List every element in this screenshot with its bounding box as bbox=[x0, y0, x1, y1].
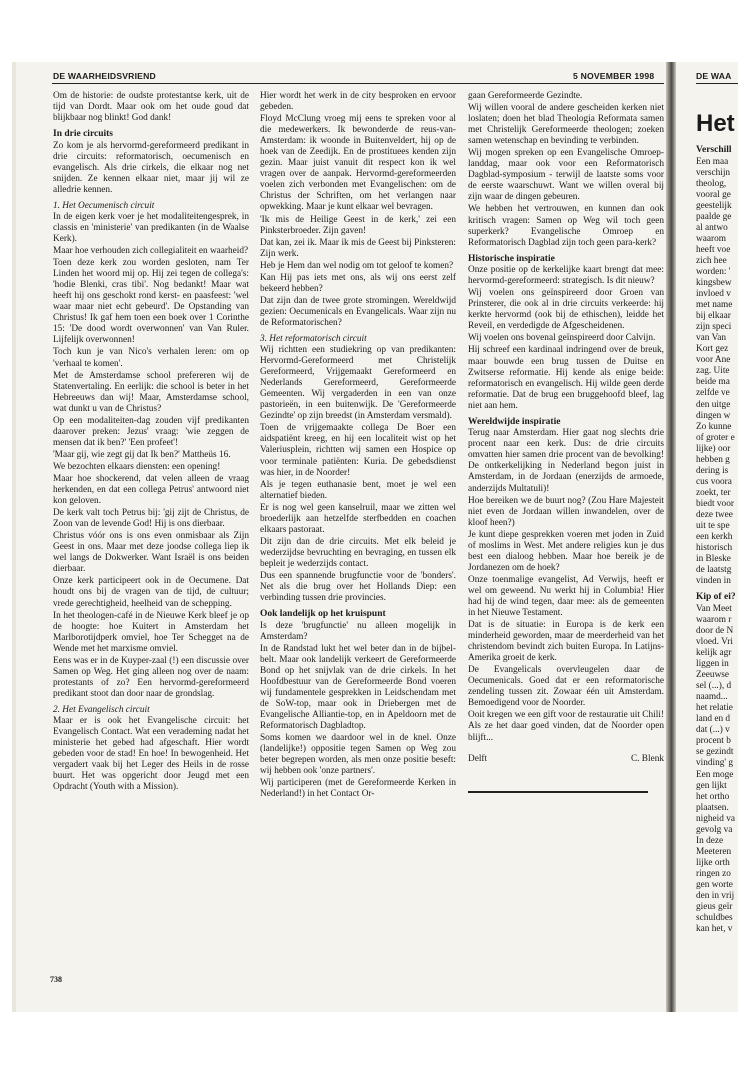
subsection-heading: 3. Het reformatorisch circuit bbox=[260, 333, 367, 344]
text-line: invloed v bbox=[696, 289, 731, 300]
text-line: Kort gez bbox=[696, 344, 729, 355]
facing-header-rule bbox=[696, 83, 738, 84]
paragraph: We bezochten elkaars diensten: een opening! bbox=[53, 461, 221, 472]
paragraph: Dit zijn dan de drie circuits. Met elk beleid je wederzijdse bevruchting en bevraging, en tussen elk bepleit je wederzijds contact. bbox=[260, 536, 456, 569]
text-line: dingen w bbox=[696, 410, 731, 421]
text-line: hebben g bbox=[696, 454, 730, 465]
facing-running-head: DE WAA bbox=[696, 71, 732, 81]
text-line: paalde ge bbox=[696, 211, 732, 222]
text-line: nigheid va bbox=[696, 813, 735, 824]
paragraph: Onze kerk participeert ook in de Oecumene. Dat houdt ons bij de vragen van de tijd, de cultuur; vrede gerechtigheid, heelheid van de schepping. bbox=[53, 576, 249, 609]
text-line: procent b bbox=[696, 736, 731, 747]
paragraph: In de eigen kerk voer je het modaliteitengesprek, in classis en 'ministerie' van predikanten (in de Waalse Kerk). bbox=[53, 211, 249, 245]
section-heading: Wereldwijde inspiratie bbox=[468, 416, 561, 427]
text-line: een kerkh bbox=[696, 532, 733, 543]
paragraph: 'Ik mis de Heilige Geest in de kerk,' zei een Pinksterbroeder. Zijn gaven! bbox=[260, 214, 456, 236]
paragraph: Wij willen vooral de andere gescheiden kerken niet loslaten; doen het blad Theologia Reformata samen met Christelijk Gereformeerde theologen; zoeken samen wetenschap en bevinding te verbinden. bbox=[468, 103, 664, 147]
section-heading: Kip of ei? bbox=[696, 592, 736, 603]
text-line: het ortho bbox=[696, 791, 730, 802]
text-line: kingsbew bbox=[696, 278, 732, 289]
text-line: uit te spe bbox=[696, 521, 730, 532]
running-head-publication: DE WAARHEIDSVRIEND bbox=[53, 71, 156, 81]
text-line: theolog, bbox=[696, 178, 727, 189]
facing-text-block bbox=[696, 604, 738, 935]
paragraph: 'Maar gij, wie zegt gij dat Ik ben?' Mattheüs 16. bbox=[53, 449, 231, 460]
paragraph: Er is nog wel geen kanselruil, maar we zitten wel broederlijk aan hetzelfde sterfbedden en coachen elkaars pastoraat. bbox=[260, 502, 456, 535]
text-line: cus voora bbox=[696, 476, 732, 487]
text-line: Meeteren bbox=[696, 846, 732, 857]
text-line: al antwo bbox=[696, 222, 728, 233]
paragraph: Hier wordt het werk in de city besproken en ervoor gebeden. bbox=[260, 91, 456, 113]
page-number: 738 bbox=[50, 975, 62, 984]
facing-article-title: Het bbox=[696, 110, 735, 137]
text-line: Zo kunne bbox=[696, 421, 732, 432]
facing-text-block bbox=[696, 157, 738, 588]
text-line: In deze bbox=[696, 835, 724, 846]
text-line: gieus geïr bbox=[696, 902, 733, 913]
column-2 bbox=[260, 91, 456, 801]
text-line: vloed. Vri bbox=[696, 636, 733, 647]
paragraph: De Evangelicals overvleugelen daar de Oecumenicals. Goed dat er een reformatorische zendeling tussen zit. Zowaar één uit Amsterdam. Bemoedigend voor de Noorder. bbox=[468, 665, 664, 709]
paragraph: Christus vóór ons is ons even onmisbaar als Zijn Geest in ons. Maar met deze joodse collega liep ik wel langs de Dokwerker. Want Israël is ons beiden dierbaar. bbox=[53, 531, 249, 575]
text-line: land en d bbox=[696, 714, 731, 725]
column-1 bbox=[53, 91, 249, 794]
paragraph: Wij voelen ons bovenal geïnspireerd door Calvijn. bbox=[468, 333, 656, 344]
binding-gutter bbox=[666, 62, 676, 1012]
text-line: gen worte bbox=[696, 880, 733, 890]
subsection-heading: 2. Het Evangelisch circuit bbox=[53, 704, 150, 715]
paragraph: Ooit kregen we een gift voor de restauratie uit Chili! Als ze het daar goed vinden, dat de Noorder open blijft... bbox=[468, 710, 664, 743]
text-line: bij elkaar bbox=[696, 311, 731, 322]
text-line: vooral ge bbox=[696, 189, 731, 200]
text-line: deze twee bbox=[696, 510, 733, 520]
paragraph: Als je tegen euthanasie bent, moet je wel een alternatief bieden. bbox=[260, 479, 456, 501]
end-rule bbox=[468, 791, 648, 793]
text-line: se gezindt bbox=[696, 747, 734, 758]
text-line: dat (...) v bbox=[696, 725, 730, 736]
text-line: of groter e bbox=[696, 432, 735, 443]
paragraph: Dat is de situatie: in Europa is de kerk een minderheid geworden, maar de meerderheid van het christendom bevindt zich buiten Europa. In Latijns-Amerika groeit de kerk. bbox=[468, 620, 664, 664]
text-line: door de N bbox=[696, 625, 734, 636]
paragraph: Terug naar Amsterdam. Hier gaat nog slechts drie procent naar een kerk. Dus: de drie circuits omvatten hier samen drie procent van de bevolking! De ontkerkelijking in Nederland begon juist in Amsterdam, in de Jordaan (enerzijds de armoede, anderzijds Multatuli)! bbox=[468, 428, 664, 494]
paragraph: Wij voelen ons geïnspireerd door Groen van Prinsterer, die ook al in drie circuits verkeerde: hij kerkte hervormd (ook bij de ethischen), leidde het Reveil, en verdedigde de Afgescheidenen. bbox=[468, 288, 664, 332]
paragraph: Wij richtten een studiekring op van predikanten: Hervormd-Gereformeerd met Christelijk Gereformeerd, Vrijgemaakt Gereformeerd en Nederlands Gereformeerd, Gereformeerde Gemeenten. Wij vergaderden in een van onze pastorieën, in een buitenwijk. De 'Gereformeerde Gezindte' op zijn breedst (in Amsterdam versmald). bbox=[260, 345, 456, 422]
text-line: Een maa bbox=[696, 156, 729, 167]
text-line: zag. Uite bbox=[696, 366, 730, 377]
text-line: Zeeuwse bbox=[696, 670, 730, 681]
text-line: de laatstg bbox=[696, 565, 732, 576]
section-heading: Historische inspiratie bbox=[468, 253, 555, 264]
paragraph: Hij schreef een kardinaal indringend over de breuk, maar bouwde een brug tussen de Duitse en Zwitserse reformatie. Hij kende als enige beide: reformatorisch en evangelisch. Hij wilde geen derde reformatie. Dat de brug een bruggehoofd bleef, lag niet aan hem. bbox=[468, 345, 664, 411]
signature-place: Delft bbox=[468, 753, 488, 764]
text-line: heeft voe bbox=[696, 244, 731, 255]
paragraph: Toen deze kerk zou worden gesloten, nam Ter Linden het woord mij op. Hij zei tegen de collega's: 'hodie Blenki, cras tibi'. Nog bedankt! Maar wat heeft hij ons geschokt rond kerst- en paasfeest: 'wel waar maar niet echt gebeurd'. De Opstanding van Christus! Ik gaf hem toen een boek over 1 Corinthe 15: 'De dood wordt overwonnen' van Van Ruler. Lijfelijk overwonnen! bbox=[53, 258, 249, 346]
paragraph: Heb je Hem dan wel nodig om tot geloof te komen? bbox=[260, 260, 454, 271]
text-line: zelfde ve bbox=[696, 388, 730, 399]
signature-author: C. Blenk bbox=[630, 753, 664, 764]
text-line: worden: ' bbox=[696, 266, 731, 277]
text-line: waarom bbox=[696, 233, 726, 244]
text-line: zoekt, ter bbox=[696, 487, 731, 498]
text-line: Van Meet bbox=[696, 603, 732, 614]
text-line: met name bbox=[696, 300, 733, 311]
text-line: naamd... bbox=[696, 692, 728, 703]
text-line: den uitge bbox=[696, 399, 731, 410]
paragraph: Met de Amsterdamse school prefereren wij de Statenvertaling. En eerlijk: die school is beter in het Hebreeuws dan wij! Maar, Amsterdamse school, wat dunkt u van de Christus? bbox=[53, 370, 249, 414]
paragraph: Zo kom je als hervormd-gereformeerd predikant in drie circuits: reformatorisch, oecumenisch en evangelisch. Als drie cirkels, die elkaar nog net snijden. Ze kennen elkaar niet, maar jij wil ze alledrie kennen. bbox=[53, 140, 249, 195]
paragraph: Onze positie op de kerkelijke kaart brengt dat mee: hervormd-gereformeerd: strategisch. Is dit nieuw? bbox=[468, 265, 664, 287]
paragraph: Dat kan, zei ik. Maar ik mis de Geest bij Pinksteren: Zijn werk. bbox=[260, 237, 456, 259]
paragraph: In het theologen-café in de Nieuwe Kerk bleef je op de hoogte: hoe Kuitert in Amsterdam het Marlborotijdperk omviel, hoe Ter Schegget na de Wende met het marxisme omviel. bbox=[53, 610, 249, 654]
text-line: lijke orth bbox=[696, 857, 730, 868]
paragraph: Maar er is ook het Evangelische circuit: het Evangelisch Contact. Wat een verademing nadat het ministerie het gebed had afgeschaft. Hier wordt gebeden voor de stad! En hoe! In bewogenheid. Het vergadert vaak bij het Leger des Heils in de rosse buurt. Het was opgericht door Jeugd met een Opdracht (Youth with a Mission). bbox=[53, 715, 249, 793]
paragraph: Eens was er in de Kuyper-zaal (!) een discussie over Samen op Weg. Het ging alleen nog over de naam: protestants of zo? Een hervormd-gereformeerd predikant stoot dan door naar de grondslag. bbox=[53, 655, 249, 699]
paragraph: Floyd McClung vroeg mij eens te spreken voor al die medewerkers. Ik bewonderde de reus-van-Amsterdam: ik woonde in Buitenveldert, hij op de hoek van de Zeedijk. En de prostituees kenden zijn gezin. Maar juist vanuit dit respect kon ik wel vragen over de aanpak. Hervormd-gereformeerden voelen zich verbonden met Evangelischen: om de Christus der Schriften, om het verlangen naar opwekking. Maar je kunt elkaar wel bevragen. bbox=[260, 114, 456, 213]
paragraph: Maar hoe verhouden zich collegialiteit en waarheid? bbox=[53, 246, 249, 257]
text-line: zich hee bbox=[696, 255, 727, 266]
paragraph: In de Randstad lukt het wel beter dan in de bijbel-belt. Maar ook landelijk verkeert de Gereformeerde Bond op het snijvlak van de drie cirkels. In het Hoofdbestuur van de Gereformeerde Bond voeren wij fundamentele gesprekken in Leidschendam met de SoW-top, maar ook in Driebergen met de Evangelische Alliantie-top, en in Apeldoorn met de Reformatorisch Dagbladtop. bbox=[260, 643, 456, 732]
paragraph: Maar hoe shockerend, dat velen alleen de vraag herkenden, en dat een collega Petrus' antwoord niet kon geloven. bbox=[53, 474, 249, 507]
text-line: in Bleske bbox=[696, 554, 731, 565]
text-line: kelijk agr bbox=[696, 648, 732, 659]
text-line: geestelijk bbox=[696, 200, 732, 211]
facing-page bbox=[676, 62, 738, 1012]
paragraph: We hebben het vertrouwen, en kunnen dan ook kritisch vragen: Samen op Weg wil toch geen superkerk? Evangelische Omroep en Reformatorisch Dagblad zijn toch geen para-kerk? bbox=[468, 204, 664, 248]
paragraph: Wij participeren (met de Gereformeerde Kerken in Nederland!) in het Contact Or- bbox=[260, 778, 456, 800]
paragraph: Soms komen we daardoor wel in de knel. Onze (landelijke!) oppositie tegen Samen op Weg zou beter begrepen worden, als men onze positie beseft: wij hebben ook 'onze partners'. bbox=[260, 733, 456, 777]
text-line: historisch bbox=[696, 543, 733, 554]
text-line: dering is bbox=[696, 465, 729, 476]
text-line: beide ma bbox=[696, 377, 730, 388]
paragraph: Toch kun je van Nico's verhalen leren: om op 'verhaal te komen'. bbox=[53, 347, 249, 369]
paragraph: Onze toenmalige evangelist, Ad Verwijs, heeft er wel om geweend. Nu werkt hij in Columbia! Hier had hij de wind tegen, daar mee: als de gemeenten in het Nieuwe Testament. bbox=[468, 574, 664, 619]
text-line: schuldbes bbox=[696, 913, 733, 924]
header-rule bbox=[52, 83, 664, 84]
paragraph: De kerk valt toch Petrus bij: 'gij zijt de Christus, de Zoon van de levende God! Hij is ons dierbaar. bbox=[53, 508, 249, 530]
paragraph: Dus een spannende brugfunctie voor de 'bonders'. Net als die brug over het Hollands Diep: een verbinding tussen drie provincies. bbox=[260, 570, 456, 604]
text-line: gevolg va bbox=[696, 824, 733, 835]
text-line: vinden in bbox=[696, 576, 731, 587]
paragraph: Is deze 'brugfunctie' nu alleen mogelijk in Amsterdam? bbox=[260, 620, 456, 642]
text-line: plaatsen. bbox=[696, 802, 729, 813]
paragraph: Je kunt diepe gesprekken voeren met joden in Zuid of moslims in West. Met andere religies kun je dus best een dialoog hebben. Maar hoe bereik je de Jordanezen om de hoek? bbox=[468, 529, 664, 573]
text-line: kan het, v bbox=[696, 924, 733, 935]
paragraph: Hoe bereiken we de buurt nog? (Zou Hare Majesteit niet even de Jordaan willen inwandelen, over de kloof heen?) bbox=[468, 495, 664, 528]
paragraph: Dat zijn dan de twee grote stromingen. Wereldwijd gezien: Oecumenicals en Evangelicals. Waar zijn nu de Reformatorischen? bbox=[260, 295, 456, 328]
text-line: ringen zo bbox=[696, 868, 731, 879]
paragraph: Om de historie: de oudste protestantse kerk, uit de tijd van Dordt. Maar ook om het oude goud dat blijkbaar nog blinkt! God dank! bbox=[53, 91, 249, 124]
text-line: lijke) oor bbox=[696, 443, 731, 454]
paragraph: Op een modaliteiten-dag zouden vijf predikanten daarover preken: Jezus' vraag: 'wie zeggen de mensen dat ik ben?' 'Een profeet'! bbox=[53, 415, 249, 448]
text-line: zijn speci bbox=[696, 322, 732, 333]
text-line: sel (...), d bbox=[696, 681, 732, 692]
signature bbox=[468, 754, 664, 765]
text-line: biedt voor bbox=[696, 498, 734, 509]
text-line: waarom r bbox=[696, 614, 732, 625]
text-line: vinding' g bbox=[696, 758, 734, 769]
facing-column bbox=[696, 140, 738, 935]
paragraph: Wij mogen spreken op een Evangelische Omroep-landdag, maar ook voor een Reformatorisch Dagblad-symposium - terwijl de laatste soms voor de eerste waarschuwt. Want we willen overal bij zijn waar de dingen gebeuren. bbox=[468, 148, 664, 203]
text-line: voor Ane bbox=[696, 355, 731, 366]
subsection-heading: 1. Het Oecumenisch circuit bbox=[53, 200, 155, 211]
text-line: gen lijkt bbox=[696, 780, 727, 791]
text-line: het relatie bbox=[696, 703, 733, 714]
section-heading: Ook landelijk op het kruispunt bbox=[260, 609, 386, 620]
text-line: den in vrij bbox=[696, 891, 735, 902]
section-heading: In drie circuits bbox=[53, 129, 113, 140]
text-line: van Van bbox=[696, 333, 727, 344]
text-line: liggen in bbox=[696, 659, 729, 670]
column-3 bbox=[468, 91, 664, 793]
paragraph: Kan Hij pas iets met ons, als wij ons eerst zelf bekeerd hebben? bbox=[260, 272, 456, 294]
text-line: verschijn bbox=[696, 167, 731, 178]
paragraph: Toen de vrijgemaakte collega De Boer een aidspatiënt kreeg, en hij een localiteit wist op het Valeriusplein, richtten wij samen een Hospice op voor terminale patiënten: Kuria. De gebedsdienst was hier, in de Noorder! bbox=[260, 423, 456, 478]
section-heading: Verschill bbox=[696, 145, 732, 155]
text-line: Een moge bbox=[696, 769, 734, 780]
running-head-date: 5 NOVEMBER 1998 bbox=[573, 71, 655, 81]
paragraph: gaan Gereformeerde Gezindte. bbox=[468, 91, 583, 101]
